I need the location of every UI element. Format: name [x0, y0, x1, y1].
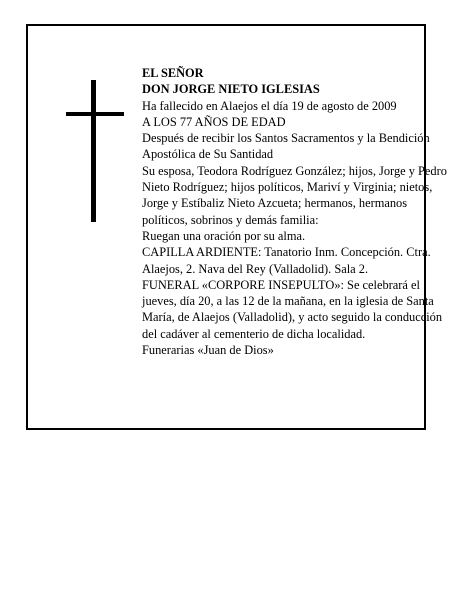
cross-icon — [91, 80, 96, 222]
funeral-statement: FUNERAL «CORPORE INSEPULTO»: Se celebrará el jueves, día 20, a las 12 de la mañana, en la iglesia de Santa María, de Alaejos (Valladolid), y acto seguido la conducción del cadáver al cementerio de dicha localidad. — [142, 277, 443, 341]
obituary-text — [142, 65, 448, 358]
chapel-statement: CAPILLA ARDIENTE: Tanatorio Inm. Concepción. Ctra. Alaejos, 2. Nava del Rey (Valladolid). Sala 2. — [142, 245, 431, 276]
family-statement: Su esposa, Teodora Rodríguez González; hijos, Jorge y Pedro Nieto Rodríguez; hijos políticos, Mariví y Virginia; nietos, Jorge y Estíbaliz Nieto Azcueta; hermanos, hermanos políticos, sobrinos y demás familia: — [142, 163, 447, 227]
sacraments-statement: Después de recibir los Santos Sacramentos y la Bendición Apostólica de Su Santidad — [142, 131, 430, 162]
age-statement: A LOS 77 AÑOS DE EDAD — [142, 114, 286, 129]
cross-icon-bar — [66, 112, 124, 116]
obituary-notice — [26, 24, 447, 430]
funeral-home: Funerarias «Juan de Dios» — [142, 343, 274, 358]
deceased-name: DON JORGE NIETO IGLESIAS — [142, 82, 320, 97]
death-statement: Ha fallecido en Alaejos el día 19 de agosto de 2009 — [142, 98, 397, 113]
prayer-statement: Ruegan una oración por su alma. — [142, 228, 306, 243]
title: EL SEÑOR — [142, 66, 204, 80]
